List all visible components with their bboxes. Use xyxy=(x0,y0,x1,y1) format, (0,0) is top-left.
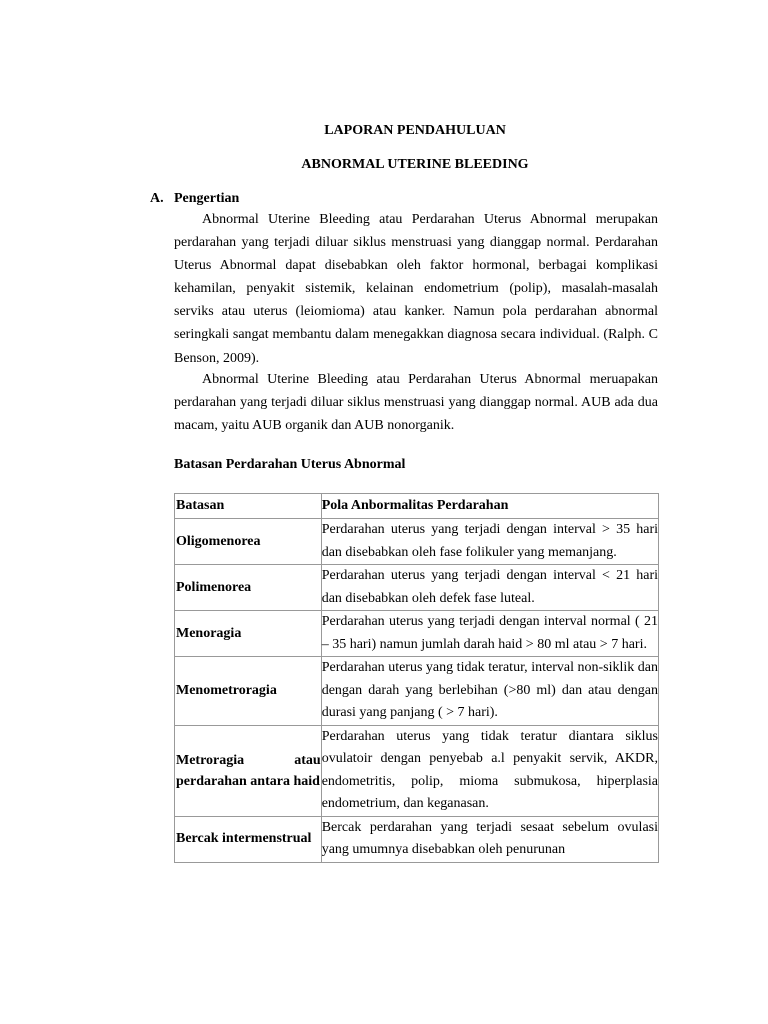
table-row xyxy=(175,565,659,611)
row-term-text: Metroragia atau perdarahan antara haid xyxy=(176,752,321,789)
paragraph-1-text: Abnormal Uterine Bleeding atau Perdarahan Uterus Abnormal merupakan perdarahan yang terjadi diluar siklus menstruasi yang dianggap normal. Perdarahan Uterus Abnormal dapat disebabkan oleh faktor hormonal, berbagai komplikasi kehamilan, penyakit sistemik, kelainan endometrium (polip), masalah-masalah serviks atau uterus (leiomioma) atau kanker. Namun pola perdarahan abnormal seringkali sangat membantu dalam menegakkan diagnosa secara individual. (Ralph. C Benson, 2009). xyxy=(174,212,658,366)
row-term: Bercak intermenstrual xyxy=(175,816,322,862)
row-description: Bercak perdarahan yang terjadi sesaat sebelum ovulasi yang umumnya disebabkan oleh penurunan xyxy=(321,816,658,862)
table-row xyxy=(175,816,659,862)
section-heading xyxy=(150,190,239,208)
row-description: Perdarahan uterus yang tidak teratur diantara siklus ovulatoir dengan penyebab a.l penyakit servik, AKDR, endometritis, polip, mioma submukosa, hiperplasia endometrium, dan keganasan. xyxy=(321,725,658,816)
table-row xyxy=(175,725,659,816)
table-row xyxy=(175,611,659,657)
paragraph-2-text: Abnormal Uterine Bleeding atau Perdarahan Uterus Abnormal meruapakan perdarahan yang terjadi diluar siklus menstruasi yang dianggap normal. AUB ada dua macam, yaitu AUB organik dan AUB nonorganik. xyxy=(174,372,658,434)
row-description: Perdarahan uterus yang terjadi dengan interval < 21 hari dan disebabkan oleh defek fase luteal. xyxy=(321,565,658,611)
table-header-row xyxy=(175,494,659,519)
section-letter: A. xyxy=(150,191,164,206)
row-term: Menoragia xyxy=(175,611,322,657)
row-term: Oligomenorea xyxy=(175,519,322,565)
row-description: Perdarahan uterus yang tidak teratur, interval non-siklik dan dengan darah yang berlebihan (>80 ml) dan atau dengan durasi yang panjang ( > 7 hari). xyxy=(321,657,658,726)
table-title: Batasan Perdarahan Uterus Abnormal xyxy=(174,457,406,472)
section-heading-text: Pengertian xyxy=(174,191,240,206)
definition-table xyxy=(174,493,659,863)
table-row xyxy=(175,657,659,726)
row-description: Perdarahan uterus yang terjadi dengan interval normal ( 21 – 35 hari) namun jumlah darah haid > 80 ml atau > 7 hari. xyxy=(321,611,658,657)
document-title: LAPORAN PENDAHULUAN xyxy=(324,123,506,138)
header-batasan: Batasan xyxy=(175,494,322,519)
row-description: Perdarahan uterus yang terjadi dengan interval > 35 hari dan disebabkan oleh fase folikuler yang memanjang. xyxy=(321,519,658,565)
row-term xyxy=(175,725,322,816)
table-row xyxy=(175,519,659,565)
paragraph-1 xyxy=(174,208,658,370)
header-pola: Pola Anbormalitas Perdarahan xyxy=(321,494,658,519)
row-term: Menometroragia xyxy=(175,657,322,726)
paragraph-2 xyxy=(174,368,658,437)
row-term: Polimenorea xyxy=(175,565,322,611)
document-subtitle: ABNORMAL UTERINE BLEEDING xyxy=(301,157,529,172)
